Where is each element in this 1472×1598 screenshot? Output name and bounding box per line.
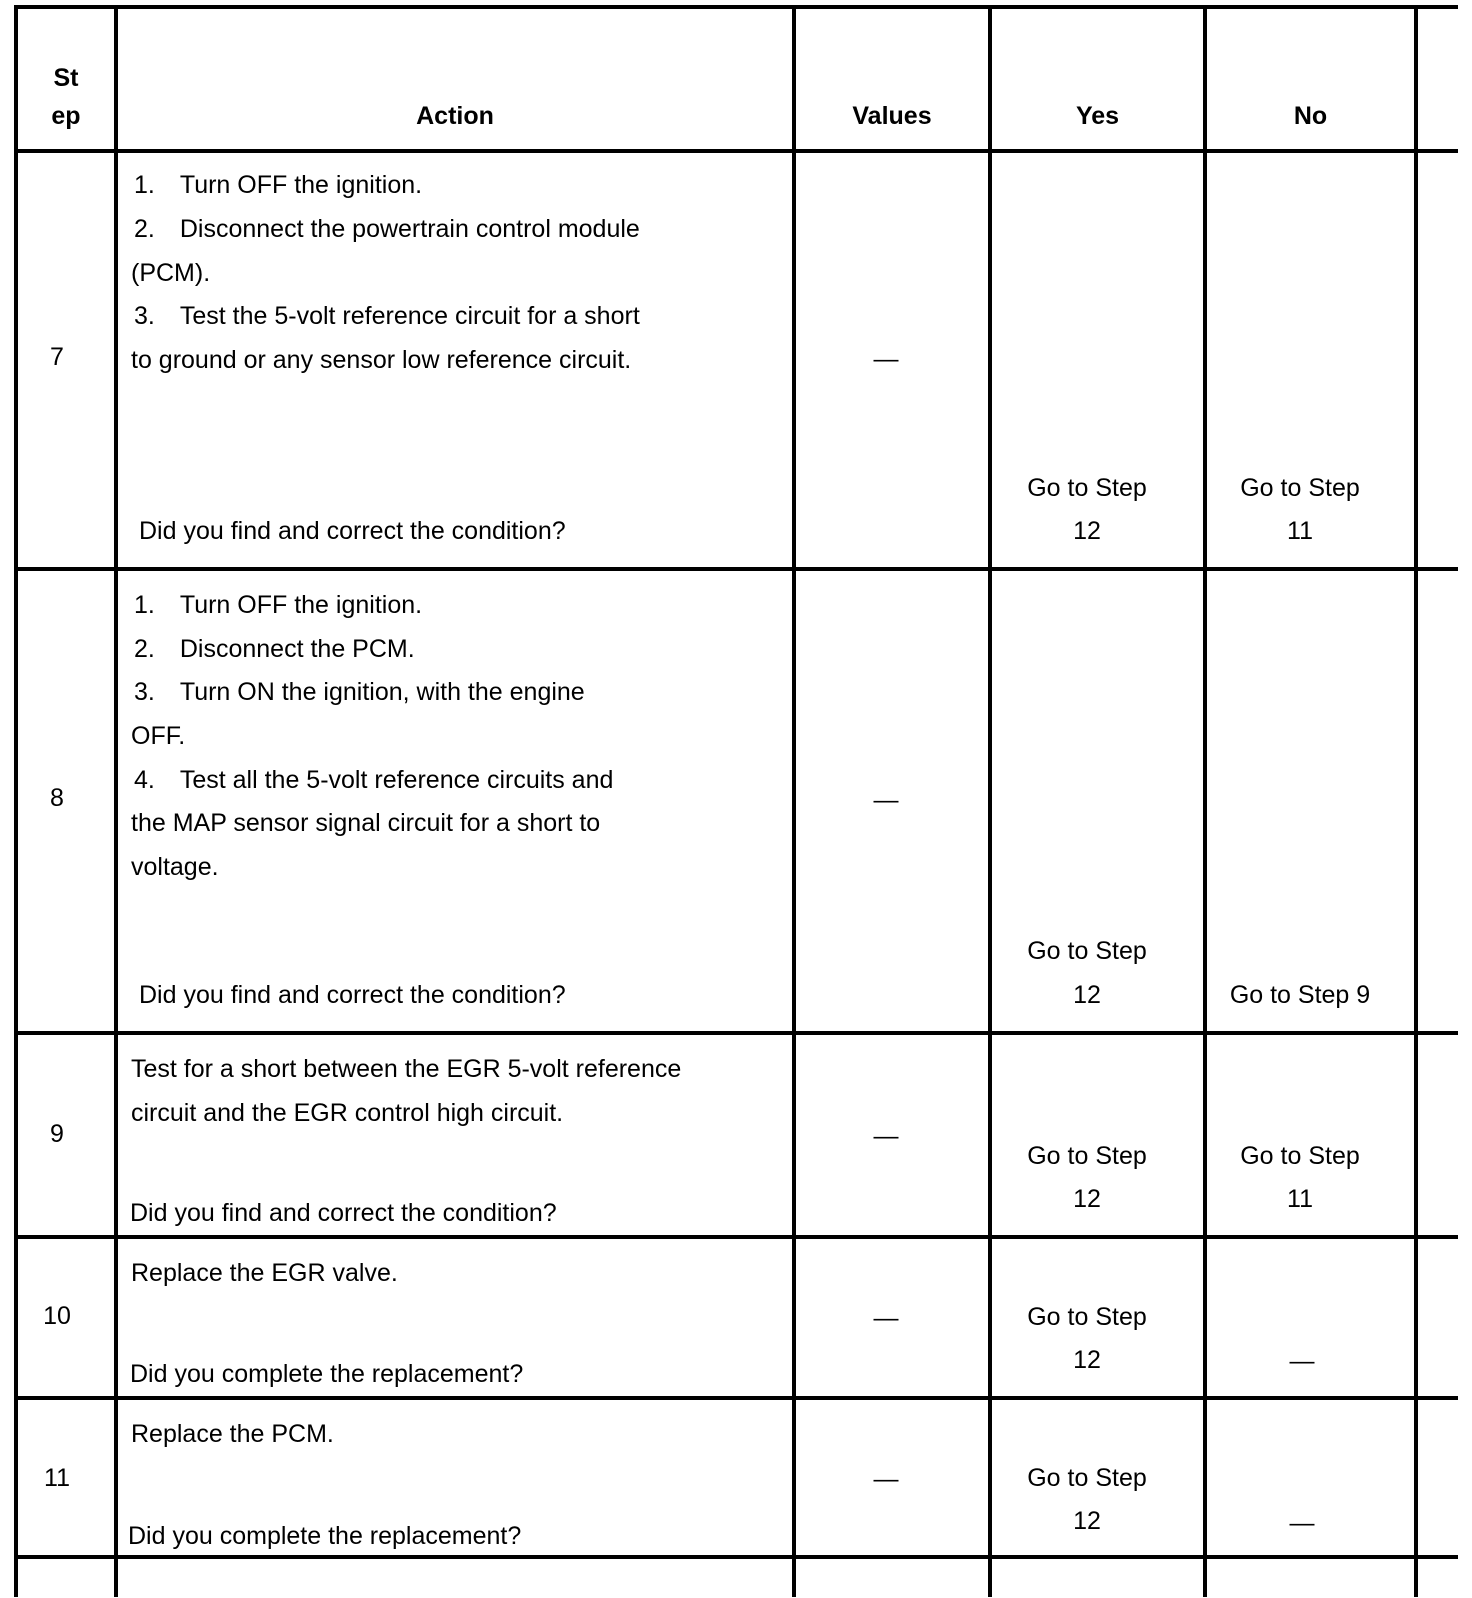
action-line: circuit and the EGR control high circuit. bbox=[131, 1099, 564, 1127]
row-divider bbox=[14, 567, 1458, 571]
value-dash: — bbox=[873, 345, 899, 373]
header-step-line1: St bbox=[53, 64, 79, 92]
value-dash: — bbox=[873, 786, 899, 814]
action-line: to ground or any sensor low reference circuit. bbox=[131, 346, 632, 374]
no-action: Go to Step bbox=[1240, 474, 1360, 502]
step-number: 10 bbox=[43, 1302, 71, 1330]
action-line: 2. Disconnect the PCM. bbox=[134, 635, 415, 663]
header-no: No bbox=[1293, 102, 1328, 130]
no-dash: — bbox=[1289, 1347, 1315, 1375]
value-dash: — bbox=[873, 1122, 899, 1150]
table-border-right bbox=[1414, 6, 1418, 1597]
column-divider bbox=[114, 6, 118, 1597]
action-line: 1. Turn OFF the ignition. bbox=[134, 171, 423, 199]
no-action: Go to Step bbox=[1240, 1142, 1360, 1170]
action-line: the MAP sensor signal circuit for a short to bbox=[131, 809, 601, 837]
no-action: 11 bbox=[1287, 517, 1313, 545]
step-number: 7 bbox=[50, 343, 64, 371]
action-line: 4. Test all the 5-volt reference circuits and bbox=[134, 766, 614, 794]
action-line: Test for a short between the EGR 5-volt reference bbox=[131, 1055, 682, 1083]
action-question: Did you find and correct the condition? bbox=[139, 981, 566, 1009]
yes-action: Go to Step bbox=[1027, 1464, 1147, 1492]
yes-action: Go to Step bbox=[1027, 1303, 1147, 1331]
step-number: 8 bbox=[50, 784, 64, 812]
step-number: 11 bbox=[44, 1464, 70, 1492]
yes-action: Go to Step bbox=[1027, 937, 1147, 965]
header-yes: Yes bbox=[1075, 102, 1120, 130]
action-line: 1. Turn OFF the ignition. bbox=[134, 591, 423, 619]
action-line: OFF. bbox=[131, 722, 186, 750]
header-step-line2: ep bbox=[51, 102, 81, 130]
action-line: 2. Disconnect the powertrain control module bbox=[134, 215, 640, 243]
no-action: Go to Step 9 bbox=[1229, 981, 1371, 1009]
action-line: Replace the PCM. bbox=[131, 1420, 334, 1448]
action-question: Did you find and correct the condition? bbox=[139, 517, 566, 545]
action-line: 3. Test the 5-volt reference circuit for a short bbox=[134, 302, 640, 330]
yes-action: 12 bbox=[1073, 1185, 1101, 1213]
value-dash: — bbox=[873, 1304, 899, 1332]
action-question: Did you complete the replacement? bbox=[130, 1360, 524, 1388]
action-question: Did you complete the replacement? bbox=[128, 1522, 522, 1550]
no-action: 11 bbox=[1287, 1185, 1313, 1213]
no-dash: — bbox=[1289, 1509, 1315, 1537]
action-line: 3. Turn ON the ignition, with the engine bbox=[134, 678, 585, 706]
action-line: (PCM). bbox=[131, 259, 211, 287]
step-number: 9 bbox=[50, 1120, 64, 1148]
yes-action: Go to Step bbox=[1027, 1142, 1147, 1170]
action-question: Did you find and correct the condition? bbox=[130, 1199, 557, 1227]
yes-action: 12 bbox=[1073, 981, 1101, 1009]
yes-action: 12 bbox=[1073, 517, 1101, 545]
value-dash: — bbox=[873, 1465, 899, 1493]
yes-action: 12 bbox=[1073, 1346, 1101, 1374]
yes-action: Go to Step bbox=[1027, 474, 1147, 502]
table-border-top bbox=[14, 5, 1458, 9]
yes-action: 12 bbox=[1073, 1507, 1101, 1535]
action-line: voltage. bbox=[131, 853, 219, 881]
row-divider bbox=[14, 1031, 1458, 1035]
header-divider bbox=[14, 149, 1458, 153]
header-action: Action bbox=[416, 102, 494, 130]
action-line: Replace the EGR valve. bbox=[131, 1259, 398, 1287]
header-values: Values bbox=[852, 102, 932, 130]
